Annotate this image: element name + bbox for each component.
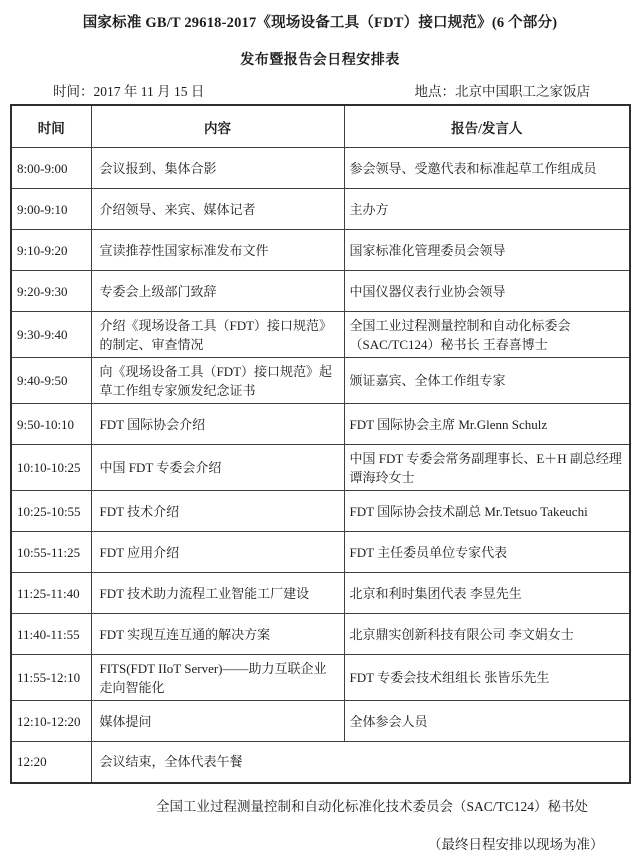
time-cell: 9:20-9:30 (11, 271, 91, 312)
column-header-content: 内容 (91, 105, 344, 148)
content-cell: 会议报到、集体合影 (91, 148, 344, 189)
speaker-cell: 颁证嘉宾、全体工作组专家 (344, 358, 630, 404)
footer-organizer: 全国工业过程测量控制和自动化标准化技术委员会（SAC/TC124）秘书处 (156, 798, 589, 814)
speaker-cell: 全体参会人员 (344, 701, 630, 742)
time-cell: 9:50-10:10 (11, 404, 91, 445)
table-row (11, 491, 630, 532)
speaker-cell: 国家标准化管理委员会领导 (344, 230, 630, 271)
time-cell: 11:40-11:55 (11, 614, 91, 655)
column-header-speaker: 报告/发言人 (344, 105, 630, 148)
meeting-date: 时间：2017 年 11 月 15 日 (53, 84, 205, 99)
table-row (11, 358, 630, 404)
content-cell: 宣读推荐性国家标准发布文件 (91, 230, 344, 271)
speaker-cell: FDT 国际协会主席 Mr.Glenn Schulz (344, 404, 630, 445)
speaker-cell: FDT 专委会技术组组长 张皆乐先生 (344, 655, 630, 701)
content-cell-merged: 会议结束，全体代表午餐 (91, 742, 630, 783)
table-row (11, 445, 630, 491)
time-cell: 10:10-10:25 (11, 445, 91, 491)
speaker-cell: 全国工业过程测量控制和自动化标委会（SAC/TC124）秘书长 王春喜博士 (344, 312, 630, 358)
content-cell: FDT 国际协会介绍 (91, 404, 344, 445)
time-cell: 8:00-9:00 (11, 148, 91, 189)
content-cell: FDT 应用介绍 (91, 532, 344, 573)
time-cell: 9:30-9:40 (11, 312, 91, 358)
table-row (11, 614, 630, 655)
footer-note: （最终日程安排以现场为准） (428, 836, 604, 852)
time-cell: 10:25-10:55 (11, 491, 91, 532)
speaker-cell: 中国 FDT 专委会常务副理事长、E＋H 副总经理谭海玲女士 (344, 445, 630, 491)
content-cell: 中国 FDT 专委会介绍 (91, 445, 344, 491)
time-cell: 11:55-12:10 (11, 655, 91, 701)
content-cell: FDT 实现互连互通的解决方案 (91, 614, 344, 655)
table-row (11, 701, 630, 742)
time-cell: 9:40-9:50 (11, 358, 91, 404)
content-cell: 介绍领导、来宾、媒体记者 (91, 189, 344, 230)
content-cell: 专委会上级部门致辞 (91, 271, 344, 312)
table-header-row (11, 105, 630, 148)
speaker-cell: 北京鼎实创新科技有限公司 李文娟女士 (344, 614, 630, 655)
content-cell: FITS(FDT IIoT Server)——助力互联企业走向智能化 (91, 655, 344, 701)
table-row (11, 655, 630, 701)
time-cell: 9:10-9:20 (11, 230, 91, 271)
time-cell: 11:25-11:40 (11, 573, 91, 614)
table-row (11, 404, 630, 445)
meta-row (53, 82, 590, 101)
speaker-cell: FDT 主任委员单位专家代表 (344, 532, 630, 573)
speaker-cell: 主办方 (344, 189, 630, 230)
time-cell: 10:55-11:25 (11, 532, 91, 573)
content-cell: 向《现场设备工具（FDT）接口规范》起草工作组专家颁发纪念证书 (91, 358, 344, 404)
content-cell: FDT 技术介绍 (91, 491, 344, 532)
table-row (11, 189, 630, 230)
table-row (11, 573, 630, 614)
table-row (11, 271, 630, 312)
column-header-time: 时间 (11, 105, 91, 148)
table-row (11, 230, 630, 271)
time-cell: 12:10-12:20 (11, 701, 91, 742)
table-row (11, 742, 630, 783)
content-cell: 媒体提问 (91, 701, 344, 742)
time-cell: 12:20 (11, 742, 91, 783)
content-cell: FDT 技术助力流程工业智能工厂建设 (91, 573, 344, 614)
page-subtitle: 发布暨报告会日程安排表 (240, 53, 400, 68)
table-row (11, 532, 630, 573)
speaker-cell: FDT 国际协会技术副总 Mr.Tetsuo Takeuchi (344, 491, 630, 532)
content-cell: 介绍《现场设备工具（FDT）接口规范》的制定、审查情况 (91, 312, 344, 358)
schedule-table (10, 104, 631, 784)
page-title: 国家标准 GB/T 29618-2017《现场设备工具（FDT）接口规范》(6 个部分) (82, 15, 558, 31)
speaker-cell: 北京和利时集团代表 李昱先生 (344, 573, 630, 614)
meeting-venue: 地点：北京中国职工之家饭店 (414, 84, 590, 99)
speaker-cell: 参会领导、受邀代表和标准起草工作组成员 (344, 148, 630, 189)
table-row (11, 148, 630, 189)
table-row (11, 312, 630, 358)
speaker-cell: 中国仪器仪表行业协会领导 (344, 271, 630, 312)
time-cell: 9:00-9:10 (11, 189, 91, 230)
